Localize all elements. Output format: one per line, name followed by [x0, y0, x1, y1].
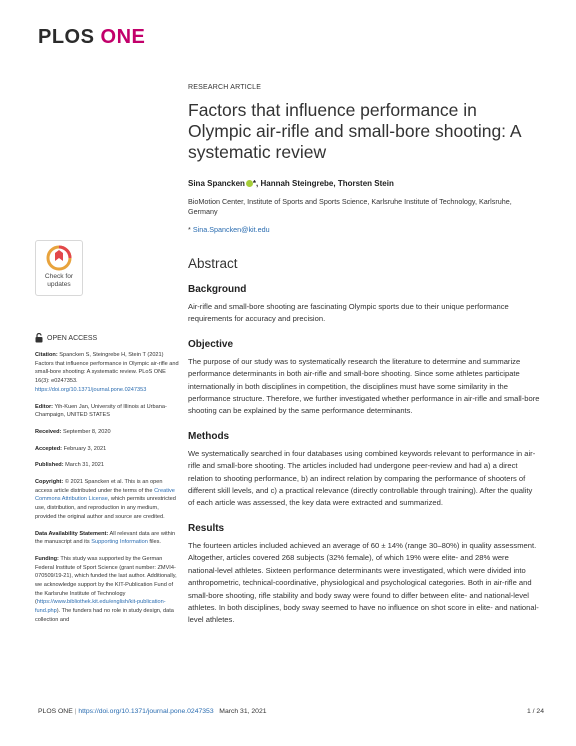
check-updates-line2: updates: [47, 281, 71, 288]
copyright-text2: , which permits unrestricted use, distribution, and reproduction in any medium, provided the original author and source are credited.: [35, 496, 176, 520]
received-label: Received:: [35, 428, 62, 435]
main-column: [188, 84, 540, 627]
published-block: [35, 461, 181, 470]
logo-one: ONE: [100, 26, 146, 48]
abstract-section-results: [188, 523, 540, 627]
funding-block: [35, 555, 181, 625]
open-lock-icon: [35, 333, 43, 343]
copyright-block: [35, 478, 181, 522]
article-title: Factors that influence performance in Olympic air-rifle and small-bore shooting: A systematic review: [188, 100, 521, 162]
open-access-label: OPEN ACCESS: [47, 334, 98, 342]
footer-page-number: 1 / 24: [526, 708, 544, 715]
section-heading: Objective: [188, 338, 234, 350]
section-text: Air-rifle and small-bore shooting are fascinating Olympic sports due to their unique performance requirements for accuracy and precision.: [188, 302, 509, 324]
funding-link[interactable]: https://www.bibliothek.kit.edu/english/kit-publication-fund.php: [35, 599, 166, 615]
editor-label: Editor:: [35, 403, 54, 410]
open-access: [35, 333, 181, 343]
funding-label: Funding:: [35, 555, 59, 562]
affiliation: BioMotion Center, Institute of Sports and Sports Science, Karlsruhe Institute of Technology, Karlsruhe, Germany: [188, 197, 512, 216]
author-first[interactable]: Sina Spancken: [188, 179, 245, 188]
section-text: The purpose of our study was to systematically research the literature to determine and summarize performance determinants in both air-rifle and small-bore shooting. Since some athletes participate internationally in both disciplines in competition, the disciplines must have some similarity in the performance structure. Therefore, we further investigated whether performance in air-rifle and small-bore shooting can be explained by the same performance determinants.: [188, 356, 540, 416]
corresponding-email: [188, 225, 540, 234]
funding-text1: This study was supported by the German Federal Institute of Sport Science (grant number: ZMVI4-070509/19-21), which funded the last author. Additionally, we acknowledge support by the KIT-Publication Fund of the Karlsruhe Institute of Technology (: [35, 555, 177, 606]
editor-text: Yih-Kuen Jan, University of Illinois at Urbana-Champaign, UNITED STATES: [35, 403, 167, 419]
author-rest[interactable]: *, Hannah Steingrebe, Thorsten Stein: [252, 179, 394, 188]
plos-one-logo[interactable]: [38, 26, 145, 49]
abstract-section-background: [188, 284, 540, 326]
orcid-icon[interactable]: [246, 180, 253, 187]
supporting-info-link[interactable]: Supporting Information: [91, 539, 148, 546]
footer-separator: |: [72, 708, 79, 715]
accepted-label: Accepted:: [35, 445, 63, 452]
data-availability-text1: All relevant data are within the manuscript and its: [35, 530, 176, 546]
section-text: The fourteen articles included achieved an average of 60 ± 14% (range 30–80%) in quality assessment. Altogether, articles covered 268 subjects (32% female), of which 19% were elite- and 28% were national-level athletes. Sixteen performance determinants were investigated, which were divided into anthropometric, technical-coordinative, physiological and psychological categories. Both in air-rifle and small-bore shooting, rifle stability and body sway were found to differ between elite- and national-level athletes. In both disciplines, body sway seemed to have no influence on shot score in elite- and national-level athletes.: [188, 540, 539, 625]
email-link[interactable]: Sina.Spancken@kit.edu: [192, 225, 270, 234]
data-availability-block: [35, 530, 181, 547]
footer-doi-link[interactable]: https://doi.org/10.1371/journal.pone.0247353: [78, 708, 214, 715]
editor-block: [35, 403, 181, 420]
data-availability-label: Data Availability Statement:: [35, 530, 109, 537]
footer-left: [38, 708, 267, 715]
abstract-section-methods: [188, 431, 540, 510]
received-text: September 8, 2020: [61, 428, 111, 435]
funding-text2: ). The funders had no role in study design, data collection and: [35, 608, 174, 623]
citation-text: Spancken S, Steingrebe H, Stein T (2021) Factors that influence performance in Olympic air-rifle and small-bore shooting: A systematic review. PLoS ONE 16(3): e0247353.: [35, 352, 179, 385]
sidebar: [35, 240, 181, 625]
section-heading: Background: [188, 284, 247, 295]
published-label: Published:: [35, 462, 64, 469]
abstract-heading: Abstract: [188, 256, 238, 271]
received-block: [35, 428, 181, 437]
citation-label: Citation:: [35, 352, 58, 358]
data-availability-text2: files.: [147, 539, 161, 546]
section-heading: Methods: [188, 430, 230, 442]
article-type: RESEARCH ARTICLE: [188, 84, 262, 91]
accepted-block: [35, 445, 181, 454]
copyright-text1: © 2021 Spancken et al. This is an open access article distributed under the terms of the: [35, 479, 163, 494]
check-updates-line1: Check for: [44, 273, 74, 280]
accepted-text: February 3, 2021: [62, 445, 107, 452]
license-link[interactable]: Creative Commons Attribution License: [35, 487, 175, 503]
author-list: [188, 179, 540, 188]
citation-block: [35, 351, 181, 395]
check-updates-text: [45, 273, 73, 289]
section-heading: Results: [188, 522, 225, 534]
check-updates-icon: [46, 245, 72, 271]
email-marker: *: [188, 225, 191, 234]
published-text: March 31, 2021: [63, 462, 105, 469]
footer-date: March 31, 2021: [219, 708, 267, 715]
footer-journal: PLOS ONE: [38, 708, 73, 715]
abstract-section-objective: [188, 339, 540, 418]
page-footer: [38, 708, 544, 715]
copyright-label: Copyright:: [35, 479, 64, 486]
logo-plos: PLOS: [38, 26, 95, 48]
check-for-updates-badge[interactable]: [35, 240, 83, 296]
section-text: We systematically searched in four databases using combined keywords relevant to performance in air-rifle and small-bore shooting. The articles included had undergone peer-review and had a) a direct relation to shooting performance, b) an indirect relation by comparing the performance of shooters of different skill levels, and c) a practical relevance (directly controllable through training). After the quality of each article was assessed, the key data were extracted and summarized.: [188, 448, 536, 508]
citation-doi-link[interactable]: https://doi.org/10.1371/journal.pone.0247353: [35, 386, 147, 393]
